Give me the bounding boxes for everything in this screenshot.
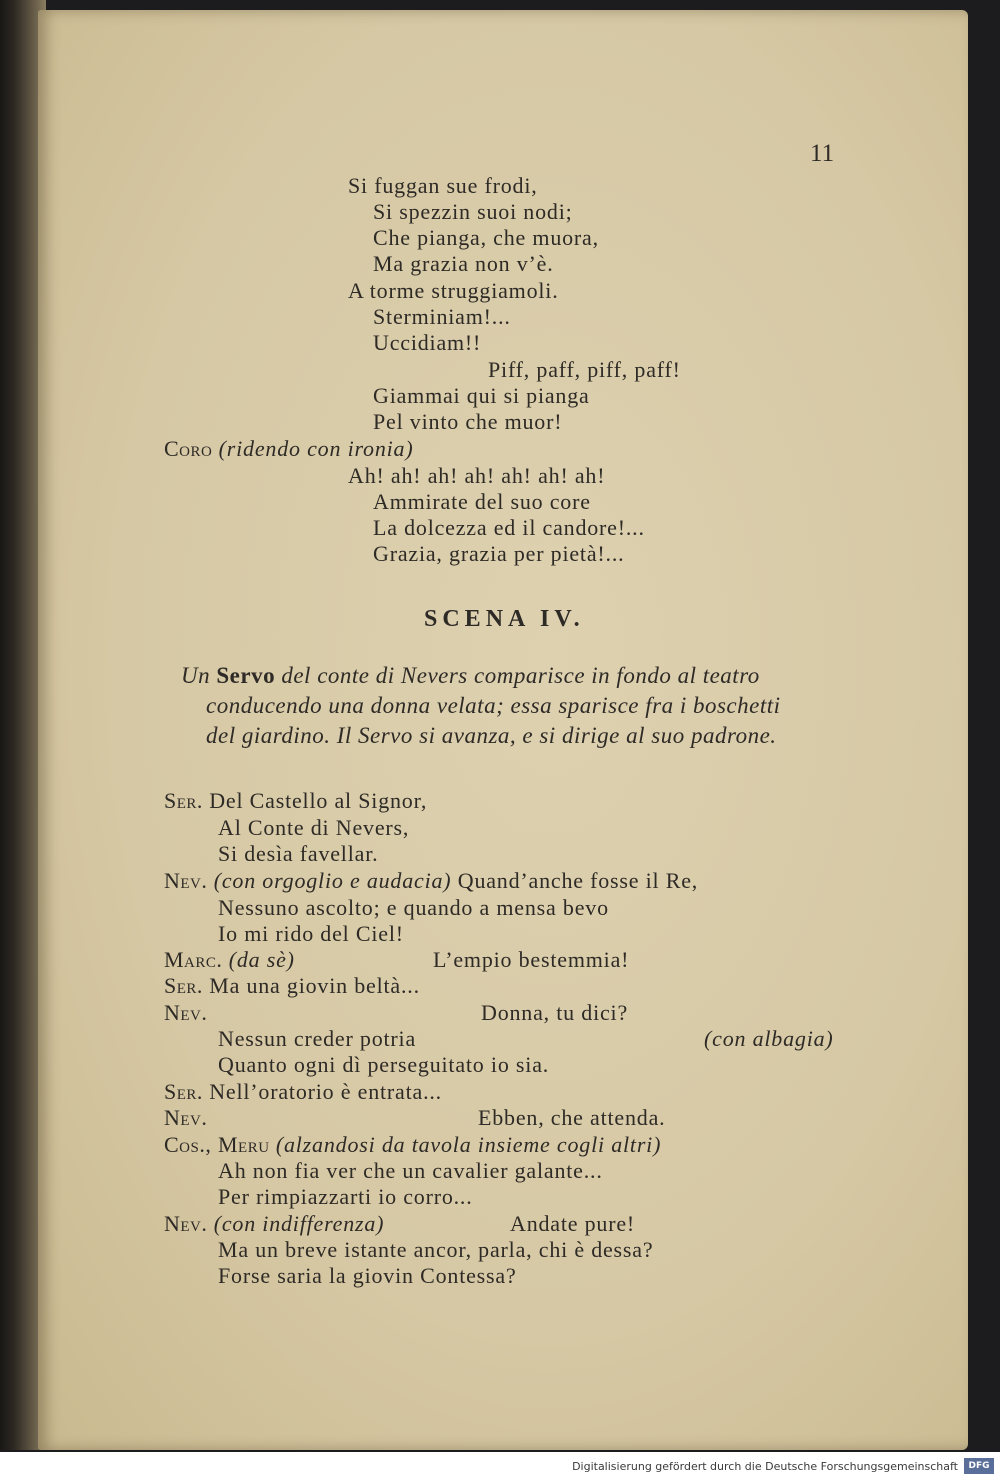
dialogue-line: Nessun creder potria — [218, 1026, 417, 1051]
dialogue-speaker — [164, 1105, 207, 1131]
dialogue-line: Io mi rido del Ciel! — [218, 921, 404, 946]
footer-bar — [0, 1452, 1000, 1482]
speaker-name: Nev. — [164, 1211, 208, 1236]
dialogue-text: L’empio bestemmia! — [433, 947, 630, 972]
stage-note: (ridendo con ironia) — [218, 436, 414, 461]
speaker-name: Nev. — [164, 868, 208, 893]
dialogue-line — [164, 1079, 442, 1105]
verse-line: Pel vinto che muor! — [373, 409, 563, 434]
dialogue-text: Donna, tu dici? — [481, 1000, 629, 1025]
speaker-name: Ser. — [164, 973, 203, 998]
stage-bold-word: Servo — [216, 663, 276, 688]
verse-line: Giammai qui si pianga — [373, 383, 590, 408]
dialogue-line: Si desìa favellar. — [218, 841, 379, 866]
verse-line: Ah! ah! ah! ah! ah! ah! ah! — [348, 463, 606, 488]
stage-note: (alzandosi da tavola insieme cogli altri) — [275, 1132, 662, 1157]
footer-credit: Digitalisierung gefördert durch die Deutsche Forschungsgemeinschaft — [572, 1460, 958, 1473]
dialogue-line: Al Conte di Nevers, — [218, 815, 410, 840]
dialogue-line: Quanto ogni dì perseguitato io sia. — [218, 1052, 550, 1077]
dialogue-line: Forse saria la giovin Contessa? — [218, 1263, 517, 1288]
scene-title: SCENA IV. — [424, 606, 585, 632]
dialogue-line: Cos., Meru (alzandosi da tavola insieme cogli altri) — [164, 1132, 662, 1157]
dialogue-line: Per rimpiazzarti io corro... — [218, 1184, 473, 1209]
dialogue-text: Quand’anche fosse il Re, — [457, 868, 699, 893]
dfg-logo: DFG — [964, 1458, 994, 1474]
stage-direction-line: del giardino. Il Servo si avanza, e si dirige al suo padrone. — [206, 723, 777, 748]
dialogue-text: Ebben, che attenda. — [478, 1105, 666, 1130]
verse-line: La dolcezza ed il candore!... — [373, 515, 645, 540]
verse-line: Ma grazia non v’è. — [373, 251, 554, 276]
dialogue-line — [164, 868, 698, 894]
stage-text: Un — [181, 663, 211, 688]
verse-line: Uccidiam!! — [373, 330, 482, 355]
speaker-name: Nev. — [164, 1000, 208, 1025]
speaker-name: Nev. — [164, 1105, 208, 1130]
speaker-name: Marc. — [164, 947, 223, 972]
dialogue-text: Andate pure! — [510, 1211, 636, 1236]
dialogue-text: Del Castello al Signor, — [209, 788, 428, 813]
verse-line: Piff, paff, piff, paff! — [488, 357, 681, 382]
stage-text: del conte di Nevers comparisce in fondo al teatro — [281, 663, 760, 688]
verse-line: Sterminiam!... — [373, 304, 511, 329]
speaker-name: Ser. — [164, 788, 203, 813]
speaker-name: Cos. — [164, 1132, 206, 1157]
book-page — [38, 10, 968, 1450]
dialogue-line: Ah non fia ver che un cavalier galante... — [218, 1158, 603, 1183]
stage-note: (con orgoglio e audacia) — [213, 868, 452, 893]
verse-line: Si fuggan sue frodi, — [348, 173, 538, 198]
speaker-name: Meru — [217, 1132, 270, 1157]
stage-direction-line: conducendo una donna velata; essa sparisce fra i boschetti — [206, 693, 781, 718]
verse-line: Si spezzin suoi nodi; — [373, 199, 573, 224]
coro-speaker-line — [164, 436, 413, 462]
dialogue-line: Ma un breve istante ancor, parla, chi è dessa? — [218, 1237, 654, 1262]
dialogue-text: Ma una giovin beltà... — [209, 973, 420, 998]
page-number: 11 — [810, 140, 835, 167]
stage-note: (con indifferenza) — [213, 1211, 385, 1236]
dialogue-line — [164, 973, 420, 999]
dialogue-line — [164, 947, 295, 973]
dialogue-line: Nessuno ascolto; e quando a mensa bevo — [218, 895, 609, 920]
verse-line: A torme struggiamoli. — [348, 278, 559, 303]
stage-note: (da sè) — [228, 947, 295, 972]
stage-note: (con albagia) — [704, 1026, 834, 1051]
dialogue-line — [164, 788, 427, 814]
speaker-name: Coro — [164, 436, 213, 461]
verse-line: Grazia, grazia per pietà!... — [373, 541, 625, 566]
dialogue-speaker — [164, 1000, 207, 1026]
stage-direction-line — [181, 663, 760, 689]
verse-line: Ammirate del suo core — [373, 489, 591, 514]
speaker-name: Ser. — [164, 1079, 203, 1104]
verse-line: Che pianga, che muora, — [373, 225, 599, 250]
dialogue-line — [164, 1211, 384, 1237]
dialogue-text: Nell’oratorio è entrata... — [209, 1079, 442, 1104]
